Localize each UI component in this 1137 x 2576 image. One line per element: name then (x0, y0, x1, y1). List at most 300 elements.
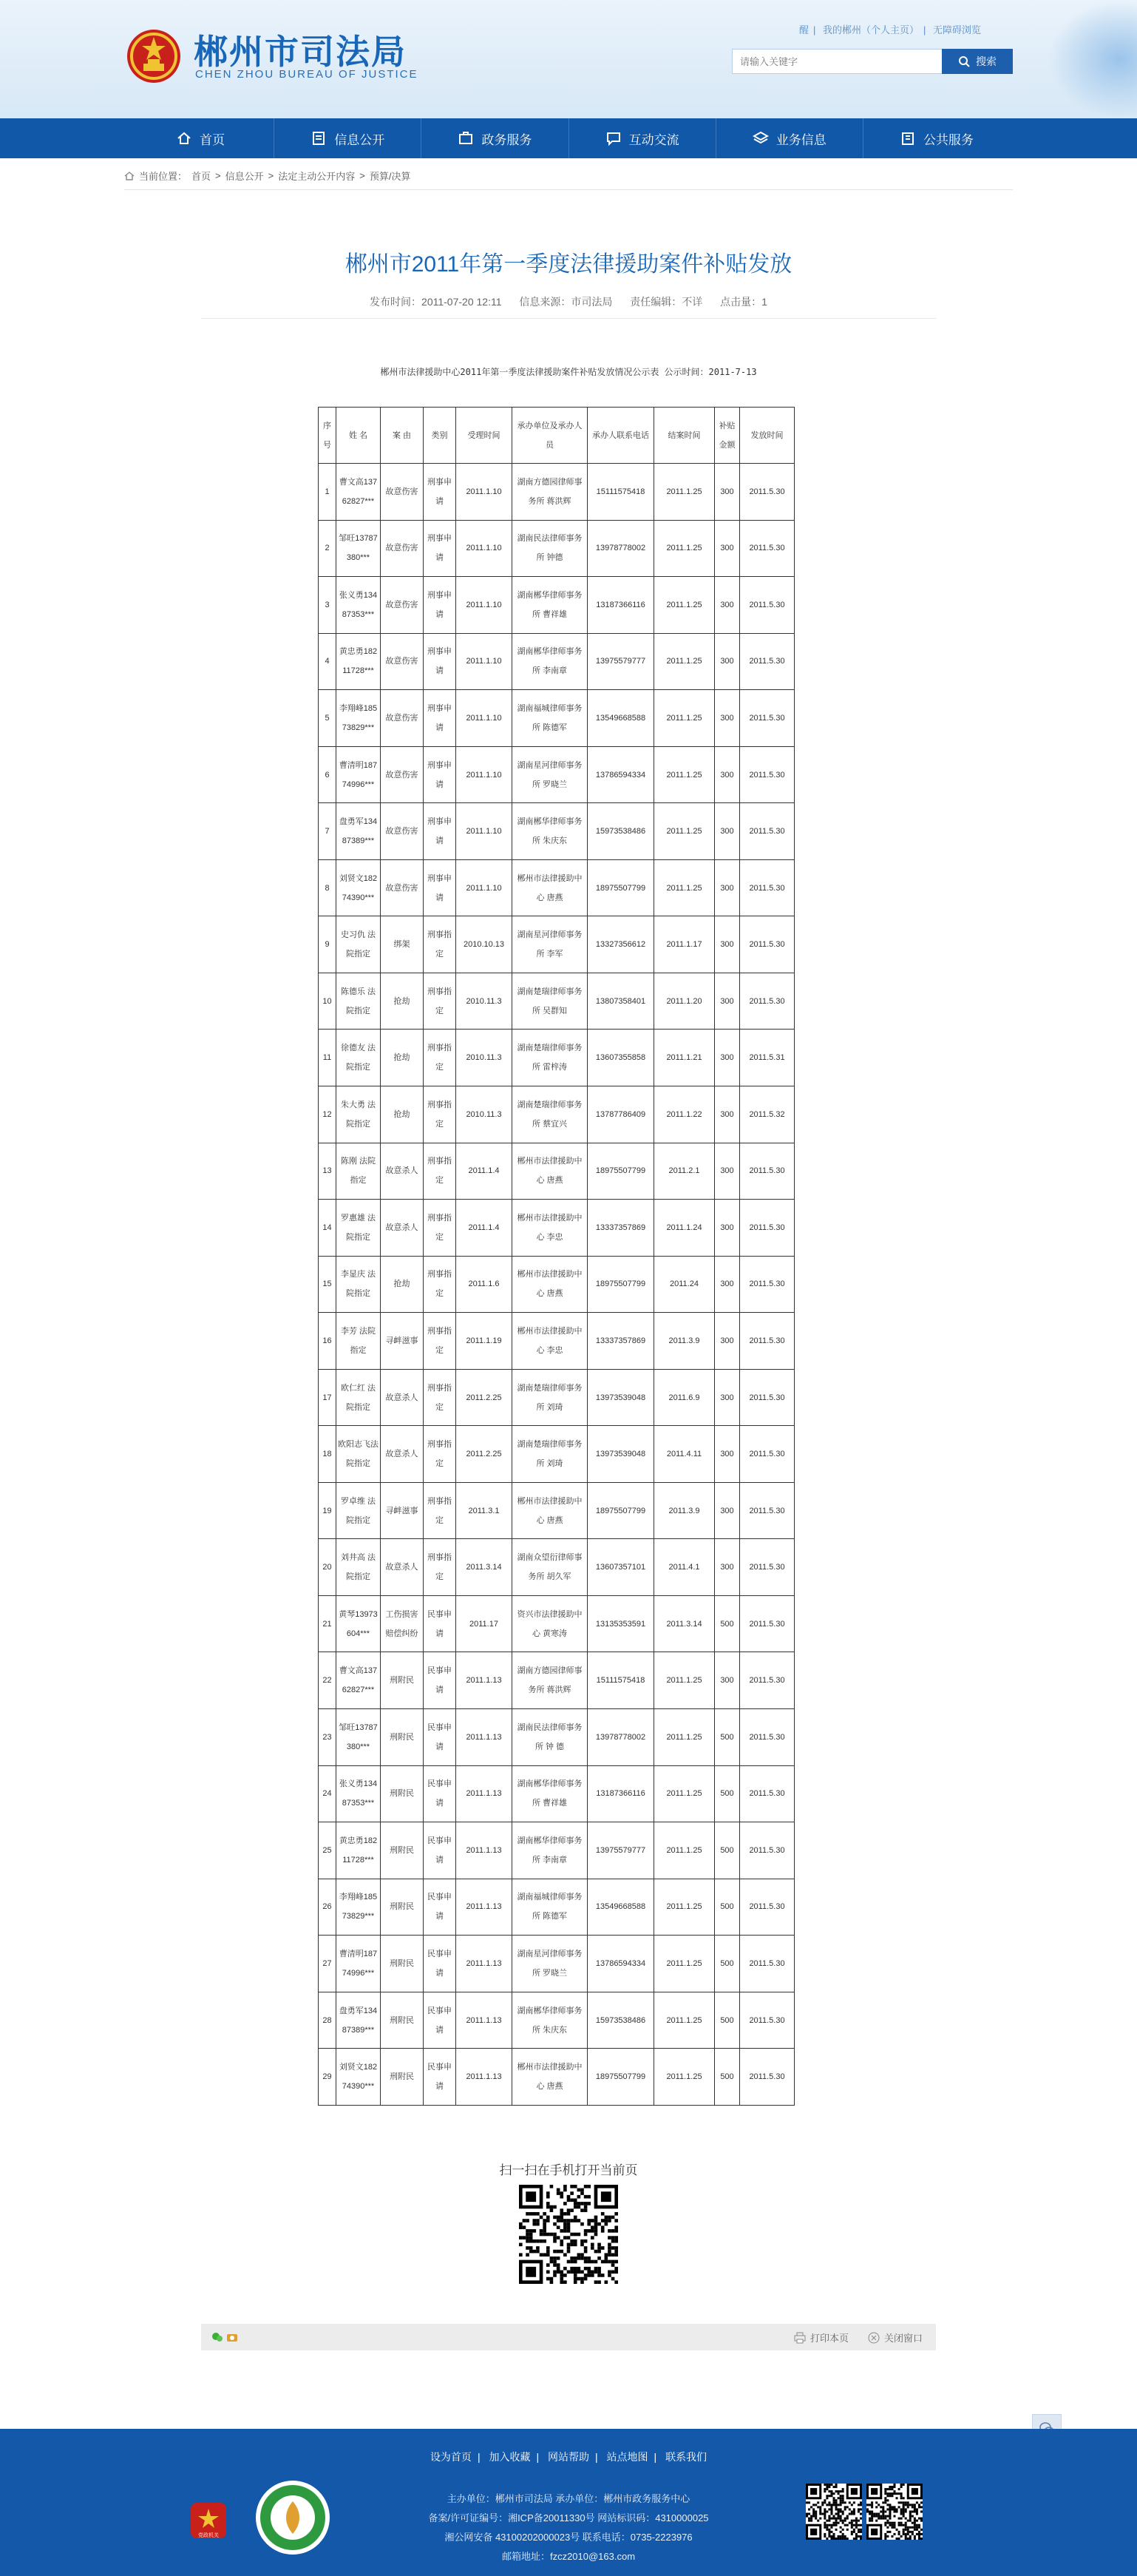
breadcrumb-info[interactable]: 信息公开 (225, 171, 264, 182)
cell-handler: 资兴市法律援助中心 黄寒涛 (512, 1595, 588, 1652)
cell-accept-time: 2011.3.1 (456, 1482, 512, 1539)
cell-index: 9 (319, 916, 336, 973)
cell-issue-time: 2011.5.30 (740, 1709, 795, 1766)
article-intro: 郴州市法律援助中心2011年第一季度法律援助案件补贴发放情况公示表 公示时间：2011-7-13 (380, 367, 757, 377)
cell-phone: 18975507799 (588, 859, 654, 916)
search-box (732, 49, 1013, 74)
cell-accept-time: 2011.1.10 (456, 464, 512, 521)
cell-issue-time: 2011.5.30 (740, 1313, 795, 1370)
cell-cause: 抢劫 (381, 1256, 424, 1313)
cell-close-time: 2011.1.22 (654, 1086, 715, 1143)
cell-amount: 300 (715, 916, 740, 973)
cell-index: 29 (319, 2049, 336, 2106)
cell-cause: 故意杀人 (381, 1369, 424, 1426)
cell-close-time: 2011.1.25 (654, 1652, 715, 1709)
table-row (319, 1822, 795, 1879)
cell-name: 李翔峰18573829*** (336, 690, 381, 747)
header (0, 0, 1137, 118)
wechat-icon[interactable] (211, 2331, 223, 2343)
cell-phone: 13975579777 (588, 633, 654, 690)
cell-handler: 湖南郴华律师事务所 李南章 (512, 633, 588, 690)
national-emblem-icon (126, 27, 182, 86)
search-button[interactable] (942, 49, 1013, 74)
cell-category: 刑事指定 (424, 1256, 456, 1313)
cell-category: 刑事申请 (424, 520, 456, 577)
cell-amount: 500 (715, 1822, 740, 1879)
cell-accept-time: 2011.1.13 (456, 1709, 512, 1766)
cell-category: 民事申请 (424, 2049, 456, 2106)
cell-amount: 300 (715, 973, 740, 1030)
cell-category: 刑事申请 (424, 803, 456, 860)
cell-amount: 300 (715, 1200, 740, 1257)
cell-name: 陈德乐 法院指定 (336, 973, 381, 1030)
table-row (319, 916, 795, 973)
cell-index: 13 (319, 1143, 336, 1200)
cell-cause: 故意伤害 (381, 690, 424, 747)
cell-cause: 故意伤害 (381, 746, 424, 803)
cell-cause: 寻衅滋事 (381, 1313, 424, 1370)
cell-index: 25 (319, 1822, 336, 1879)
cell-issue-time: 2011.5.30 (740, 1369, 795, 1426)
cell-amount: 300 (715, 464, 740, 521)
info-source: 信息来源：市司法局 (519, 296, 613, 308)
table-header-row (319, 408, 795, 464)
cell-accept-time: 2011.1.10 (456, 577, 512, 634)
cell-issue-time: 2011.5.31 (740, 1030, 795, 1086)
cell-handler: 郴州市法律援助中心 李忠 (512, 1313, 588, 1370)
cell-phone: 13978778002 (588, 520, 654, 577)
cell-phone: 13135353591 (588, 1595, 654, 1652)
qr-code-icon (519, 2185, 618, 2284)
divider (124, 189, 1013, 190)
cell-phone: 15973538486 (588, 803, 654, 860)
cell-index: 24 (319, 1765, 336, 1822)
cell-phone: 18975507799 (588, 1256, 654, 1313)
table-row (319, 1539, 795, 1596)
footer-link-sitemap[interactable]: 站点地图 (606, 2451, 648, 2463)
breadcrumb-home[interactable]: 首页 (191, 171, 211, 182)
cell-handler: 郴州市法律援助中心 李忠 (512, 1200, 588, 1257)
cell-amount: 500 (715, 1765, 740, 1822)
cell-category: 刑事指定 (424, 973, 456, 1030)
cell-handler: 湖南众望衍律师事务所 胡久军 (512, 1539, 588, 1596)
cell-index: 22 (319, 1652, 336, 1709)
cell-category: 民事申请 (424, 1992, 456, 2049)
cell-cause: 故意伤害 (381, 520, 424, 577)
cell-category: 刑事指定 (424, 1369, 456, 1426)
table-row (319, 1482, 795, 1539)
breadcrumb-sep: > (215, 170, 221, 181)
cell-category: 民事申请 (424, 1822, 456, 1879)
cell-issue-time: 2011.5.30 (740, 1765, 795, 1822)
cell-accept-time: 2011.1.10 (456, 859, 512, 916)
breadcrumb-budget[interactable]: 预算/决算 (369, 171, 411, 182)
cell-handler: 湖南民法律师事务所 钟 德 (512, 1709, 588, 1766)
home-icon (124, 171, 135, 181)
cell-handler: 湖南方德园律师事务所 蒋洪辉 (512, 464, 588, 521)
cell-close-time: 2011.6.9 (654, 1369, 715, 1426)
cell-phone: 13549668588 (588, 1879, 654, 1936)
cell-category: 刑事指定 (424, 1313, 456, 1370)
cell-accept-time: 2011.1.4 (456, 1200, 512, 1257)
cell-handler: 湖南福城律师事务所 陈德军 (512, 1879, 588, 1936)
table-row (319, 859, 795, 916)
cell-issue-time: 2011.5.30 (740, 746, 795, 803)
cell-phone: 13549668588 (588, 690, 654, 747)
cell-accept-time: 2010.10.13 (456, 916, 512, 973)
cell-index: 1 (319, 464, 336, 521)
document-icon (310, 130, 327, 146)
cell-issue-time: 2011.5.30 (740, 577, 795, 634)
cell-issue-time: 2011.5.30 (740, 464, 795, 521)
cell-amount: 500 (715, 1709, 740, 1766)
cell-amount: 300 (715, 1369, 740, 1426)
cell-category: 刑事申请 (424, 633, 456, 690)
cell-issue-time: 2011.5.30 (740, 1482, 795, 1539)
cell-accept-time: 2011.1.4 (456, 1143, 512, 1200)
top-links: 醒 | 我的郴州（个人主页） | 无障碍浏览 (799, 24, 982, 36)
cell-issue-time: 2011.5.30 (740, 690, 795, 747)
cell-category: 刑事申请 (424, 690, 456, 747)
footer-link-favorite[interactable]: 加入收藏 (489, 2451, 531, 2463)
cell-name: 张义勇13487353*** (336, 1765, 381, 1822)
cell-cause: 故意伤害 (381, 803, 424, 860)
nav-interaction[interactable] (568, 118, 716, 158)
cell-accept-time: 2011.1.13 (456, 2049, 512, 2106)
table-row (319, 2049, 795, 2106)
nav-info-disclosure[interactable] (274, 118, 421, 158)
table-row (319, 1426, 795, 1483)
cell-issue-time: 2011.5.32 (740, 1086, 795, 1143)
cell-name: 徐德友 法院指定 (336, 1030, 381, 1086)
cell-index: 10 (319, 973, 336, 1030)
cell-issue-time: 2011.5.30 (740, 1539, 795, 1596)
cell-amount: 300 (715, 1086, 740, 1143)
party-government-badge-icon[interactable] (188, 2500, 229, 2541)
breadcrumb-prefix: 当前位置： (139, 171, 188, 182)
cell-name: 李翔峰18573829*** (336, 1879, 381, 1936)
table-row (319, 803, 795, 860)
nav-label: 政务服务 (481, 132, 532, 147)
cell-close-time: 2011.3.9 (654, 1482, 715, 1539)
cell-name: 刘贤文18274390*** (336, 2049, 381, 2106)
cell-amount: 500 (715, 1595, 740, 1652)
footer-link-contact[interactable]: 联系我们 (665, 2451, 707, 2463)
cell-close-time: 2011.1.17 (654, 916, 715, 973)
cell-accept-time: 2011.1.10 (456, 746, 512, 803)
cell-category: 刑事指定 (424, 1426, 456, 1483)
cell-issue-time: 2011.5.30 (740, 973, 795, 1030)
cell-name: 史习仇 法院指定 (336, 916, 381, 973)
header-phone: 承办人联系电话 (588, 408, 654, 464)
cell-category: 民事申请 (424, 1879, 456, 1936)
table-row (319, 746, 795, 803)
cell-name: 张义勇13487353*** (336, 577, 381, 634)
nav-business-info[interactable] (716, 118, 863, 158)
cell-accept-time: 2010.11.3 (456, 1086, 512, 1143)
cell-accept-time: 2011.17 (456, 1595, 512, 1652)
layers-icon (753, 130, 769, 146)
cell-handler: 湖南郴华律师事务所 李南章 (512, 1822, 588, 1879)
header-name: 姓 名 (336, 408, 381, 464)
cell-close-time: 2011.4.1 (654, 1539, 715, 1596)
cell-index: 26 (319, 1879, 336, 1936)
nav-label: 业务信息 (775, 132, 827, 147)
cell-category: 民事申请 (424, 1765, 456, 1822)
cell-amount: 500 (715, 2049, 740, 2106)
nav-public-service[interactable] (863, 118, 1010, 158)
cell-name: 曹文高13762827*** (336, 464, 381, 521)
cell-amount: 300 (715, 1143, 740, 1200)
footer-link-help[interactable]: 网站帮助 (548, 2451, 589, 2463)
nav-government-service[interactable] (421, 118, 568, 158)
cell-close-time: 2011.3.9 (654, 1313, 715, 1370)
cell-accept-time: 2011.1.13 (456, 1992, 512, 2049)
cell-phone: 13973539048 (588, 1426, 654, 1483)
top-link-accessibility[interactable]: 无障碍浏览 (933, 24, 982, 36)
cell-close-time: 2011.1.25 (654, 1992, 715, 2049)
cell-accept-time: 2011.1.13 (456, 1652, 512, 1709)
cell-phone: 13327356612 (588, 916, 654, 973)
hit-count: 点击量：1 (720, 296, 767, 308)
cell-index: 19 (319, 1482, 336, 1539)
cell-cause: 刑附民 (381, 2049, 424, 2106)
cell-close-time: 2011.1.25 (654, 1709, 715, 1766)
cell-phone: 13337357869 (588, 1200, 654, 1257)
cell-name: 黄忠勇18211728*** (336, 1822, 381, 1879)
publish-time: 发布时间：2011-07-20 12:11 (370, 296, 502, 308)
cell-phone: 13787786409 (588, 1086, 654, 1143)
cell-close-time: 2011.1.25 (654, 1765, 715, 1822)
cell-amount: 300 (715, 1539, 740, 1596)
cell-accept-time: 2010.11.3 (456, 1030, 512, 1086)
cell-close-time: 2011.4.11 (654, 1426, 715, 1483)
search-input[interactable] (732, 49, 943, 74)
cell-accept-time: 2011.1.13 (456, 1822, 512, 1879)
cell-phone: 13807358401 (588, 973, 654, 1030)
cell-close-time: 2011.3.14 (654, 1595, 715, 1652)
cell-phone: 15973538486 (588, 1992, 654, 2049)
footer-qr-code-icon (806, 2484, 862, 2540)
cell-amount: 300 (715, 1030, 740, 1086)
close-label: 关闭窗口 (883, 2333, 923, 2344)
cell-handler: 郴州市法律援助中心 唐燕 (512, 2049, 588, 2106)
cell-name: 罗惠雄 法院指定 (336, 1200, 381, 1257)
cell-name: 曹文高13762827*** (336, 1652, 381, 1709)
service-icon (458, 130, 474, 146)
top-link-care[interactable]: 醒 (799, 24, 810, 36)
cell-name: 盘勇军13487389*** (336, 803, 381, 860)
cell-cause: 故意杀人 (381, 1426, 424, 1483)
table-row (319, 1086, 795, 1143)
site-name: 郴州市司法局 (194, 32, 407, 72)
cell-phone: 13607357101 (588, 1539, 654, 1596)
table-row (319, 1765, 795, 1822)
cell-handler: 湖南楚瑞律师事务所 吴群知 (512, 973, 588, 1030)
print-label: 打印本页 (810, 2333, 849, 2344)
cell-name: 陈刚 法院指定 (336, 1143, 381, 1200)
footer-qr-code-icon (866, 2484, 923, 2540)
cell-category: 刑事申请 (424, 464, 456, 521)
table-row (319, 1256, 795, 1313)
table-row (319, 1595, 795, 1652)
cell-cause: 抢劫 (381, 973, 424, 1030)
cell-accept-time: 2011.1.13 (456, 1765, 512, 1822)
cell-phone: 18975507799 (588, 1143, 654, 1200)
article-title: 郴州市2011年第一季度法律援助案件补贴发放 (345, 252, 792, 277)
cell-issue-time: 2011.5.30 (740, 803, 795, 860)
cell-handler: 郴州市法律援助中心 唐燕 (512, 859, 588, 916)
cell-phone: 13973539048 (588, 1369, 654, 1426)
cell-index: 16 (319, 1313, 336, 1370)
cell-index: 6 (319, 746, 336, 803)
cell-amount: 500 (715, 1936, 740, 1992)
header-decoration (1048, 0, 1137, 118)
cell-handler: 湖南楚瑞律师事务所 刘琦 (512, 1369, 588, 1426)
cell-index: 18 (319, 1426, 336, 1483)
cell-category: 刑事指定 (424, 1482, 456, 1539)
cell-close-time: 2011.1.25 (654, 746, 715, 803)
cell-name: 曹清明18774996*** (336, 1936, 381, 1992)
table-row (319, 1030, 795, 1086)
cell-issue-time: 2011.5.30 (740, 520, 795, 577)
cell-name: 黄琴13973604*** (336, 1595, 381, 1652)
cell-handler: 湖南郴华律师事务所 曹祥雄 (512, 1765, 588, 1822)
cell-name: 朱大勇 法院指定 (336, 1086, 381, 1143)
footer-link-homepage[interactable]: 设为首页 (430, 2451, 472, 2463)
search-button-label: 搜索 (976, 55, 997, 67)
cell-issue-time: 2011.5.30 (740, 2049, 795, 2106)
header-handler: 承办单位及承办人员 (512, 408, 588, 464)
cell-accept-time: 2011.2.25 (456, 1369, 512, 1426)
cell-issue-time: 2011.5.30 (740, 916, 795, 973)
badge-label: 党政机关 (198, 2532, 219, 2538)
cell-close-time: 2011.2.1 (654, 1143, 715, 1200)
table-row (319, 1992, 795, 2049)
close-window-button[interactable] (868, 2330, 923, 2345)
cell-index: 14 (319, 1200, 336, 1257)
cell-amount: 300 (715, 520, 740, 577)
cell-cause: 寻衅滋事 (381, 1482, 424, 1539)
cell-name: 曹清明18774996*** (336, 746, 381, 803)
table-row (319, 577, 795, 634)
cell-handler: 湖南郴华律师事务所 朱庆东 (512, 1992, 588, 2049)
cell-name: 罗卓维 法院指定 (336, 1482, 381, 1539)
error-correction-badge-icon[interactable] (254, 2479, 331, 2556)
cell-issue-time: 2011.5.30 (740, 1256, 795, 1313)
main-nav (0, 118, 1137, 158)
cell-amount: 300 (715, 577, 740, 634)
table-row (319, 1879, 795, 1936)
search-icon (958, 55, 970, 67)
building-icon (900, 130, 916, 146)
breadcrumb-sep: > (359, 170, 365, 181)
cell-handler: 湖南福城律师事务所 陈德军 (512, 690, 588, 747)
chat-icon (605, 130, 622, 146)
nav-label: 首页 (200, 132, 225, 147)
qr-title: 扫一扫在手机打开当前页 (499, 2163, 638, 2177)
cell-name: 刘井高 法院指定 (336, 1539, 381, 1596)
cell-accept-time: 2011.1.13 (456, 1936, 512, 1992)
cell-close-time: 2011.1.20 (654, 973, 715, 1030)
print-button[interactable] (794, 2330, 849, 2345)
cell-amount: 500 (715, 1879, 740, 1936)
cell-handler: 湖南民法律师事务所 钟德 (512, 520, 588, 577)
cell-issue-time: 2011.5.30 (740, 1200, 795, 1257)
cell-name: 邹旺13787380*** (336, 520, 381, 577)
cell-amount: 300 (715, 690, 740, 747)
cell-category: 民事申请 (424, 1595, 456, 1652)
cell-issue-time: 2011.5.30 (740, 1652, 795, 1709)
cell-issue-time: 2011.5.30 (740, 1426, 795, 1483)
cell-accept-time: 2011.3.14 (456, 1539, 512, 1596)
top-link-my-page[interactable]: 我的郴州（个人主页） (823, 24, 920, 36)
cell-cause: 刑附民 (381, 1709, 424, 1766)
cell-close-time: 2011.1.21 (654, 1030, 715, 1086)
breadcrumb-sep: > (268, 170, 274, 181)
cell-accept-time: 2011.2.25 (456, 1426, 512, 1483)
cell-handler: 郴州市法律援助中心 唐燕 (512, 1143, 588, 1200)
cell-amount: 300 (715, 803, 740, 860)
cell-phone: 13786594334 (588, 746, 654, 803)
cell-name: 刘贤文18274390*** (336, 859, 381, 916)
cell-index: 2 (319, 520, 336, 577)
nav-home[interactable] (127, 118, 274, 158)
article-meta (0, 294, 1137, 309)
nav-label: 互动交流 (628, 132, 679, 147)
cell-accept-time: 2011.1.19 (456, 1313, 512, 1370)
footer-email: 邮箱地址：fzcz2010@163.com (501, 2551, 636, 2562)
cell-accept-time: 2010.11.3 (456, 973, 512, 1030)
cell-name: 欧阳志飞法院指定 (336, 1426, 381, 1483)
cell-handler: 湖南星河律师事务所 李军 (512, 916, 588, 973)
cell-amount: 300 (715, 746, 740, 803)
cell-close-time: 2011.1.25 (654, 803, 715, 860)
footer-organizer: 主办单位：郴州市司法局 承办单位：郴州市政务服务中心 (447, 2493, 690, 2504)
cell-handler: 湖南楚瑞律师事务所 蔡宜兴 (512, 1086, 588, 1143)
cell-index: 28 (319, 1992, 336, 2049)
header-amount: 补贴金额 (715, 408, 740, 464)
cell-issue-time: 2011.5.30 (740, 1879, 795, 1936)
cell-index: 23 (319, 1709, 336, 1766)
cell-phone: 18975507799 (588, 1482, 654, 1539)
cell-amount: 300 (715, 1426, 740, 1483)
article-toolbar (201, 2324, 936, 2350)
cell-cause: 工伤损害赔偿纠纷 (381, 1595, 424, 1652)
cell-name: 李显庆 法院指定 (336, 1256, 381, 1313)
cell-cause: 刑附民 (381, 1652, 424, 1709)
cell-amount: 300 (715, 1482, 740, 1539)
cell-amount: 300 (715, 1652, 740, 1709)
camera-icon[interactable] (226, 2331, 238, 2343)
cell-cause: 绑架 (381, 916, 424, 973)
cell-close-time: 2011.1.25 (654, 690, 715, 747)
breadcrumb-statutory[interactable]: 法定主动公开内容 (278, 171, 356, 182)
cell-close-time: 2011.1.25 (654, 2049, 715, 2106)
cell-index: 17 (319, 1369, 336, 1426)
cell-handler: 湖南星河律师事务所 罗晓兰 (512, 746, 588, 803)
cell-category: 刑事申请 (424, 577, 456, 634)
header-category: 类别 (424, 408, 456, 464)
cell-name: 欧仁红 法院指定 (336, 1369, 381, 1426)
cell-phone: 13786594334 (588, 1936, 654, 1992)
cell-cause: 故意伤害 (381, 859, 424, 916)
home-icon (176, 130, 192, 146)
cell-close-time: 2011.1.25 (654, 1936, 715, 1992)
footer-icp: 备案/许可证编号：湘ICP备20011330号 网站标识码：4310000025 (428, 2512, 709, 2523)
cell-category: 刑事指定 (424, 916, 456, 973)
cell-cause: 故意杀人 (381, 1539, 424, 1596)
